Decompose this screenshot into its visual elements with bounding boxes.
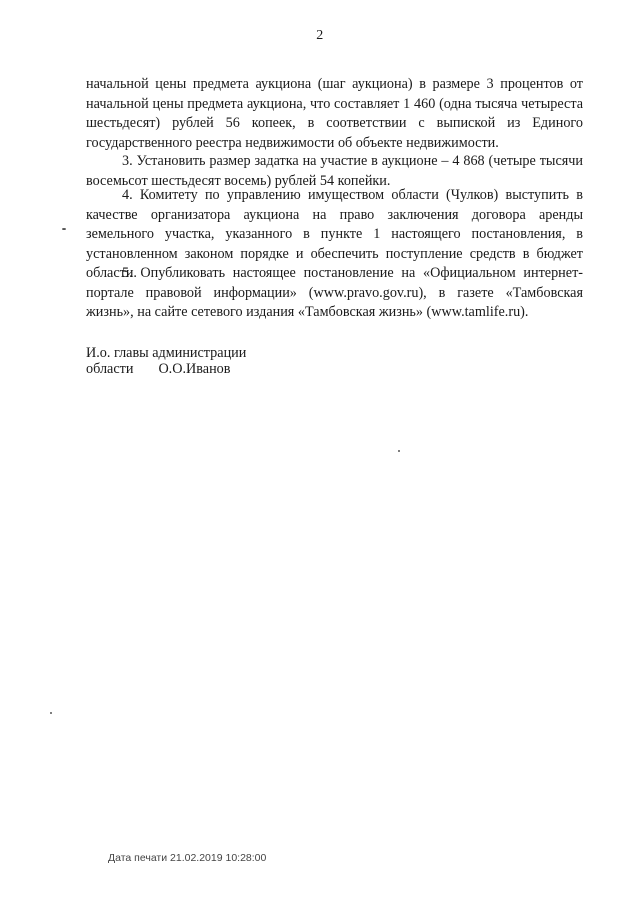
signature-title: И.о. главы администрации <box>86 345 247 361</box>
scan-speck <box>62 228 66 230</box>
signature-region: области <box>86 361 134 377</box>
paragraph-organizer: 4. Комитету по управлению имуществом области (Чулков) выступить в качестве организатора аукциона на право заключения договора аренды земельного участка, указанного в пункте 1 настоящего постановления, в установленном законом порядке и обеспечить поступление средств в бюджет области. <box>86 187 583 281</box>
page-number: 2 <box>316 28 324 43</box>
signature-block <box>86 345 246 377</box>
print-date: Дата печати 21.02.2019 10:28:00 <box>108 852 267 864</box>
signatory-name: О.О.Иванов <box>158 361 231 377</box>
paragraph-deposit: 3. Установить размер задатка на участие в аукционе – 4 868 (четыре тысячи восемьсот шестьдесят восемь) рублей 54 копейки. <box>86 153 583 189</box>
paragraph-publication: 5. Опубликовать настоящее постановление на «Официальном интернет-портале правовой информации» (www.pravo.gov.ru), в газете «Тамбовская жизнь», на сайте сетевого издания «Тамбовская жизнь» (www.tamlife.ru). <box>86 265 583 320</box>
paragraph-auction-step: начальной цены предмета аукциона (шаг аукциона) в размере 3 процентов от начальной цены предмета аукциона, что составляет 1 460 (одна тысяча четыреста шестьдесят) рублей 56 копеек, в соответствии с выпиской из Единого государственного реестра недвижимости об объекте недвижимости. <box>86 76 583 151</box>
scan-speck <box>50 712 52 714</box>
scan-speck <box>398 450 400 452</box>
